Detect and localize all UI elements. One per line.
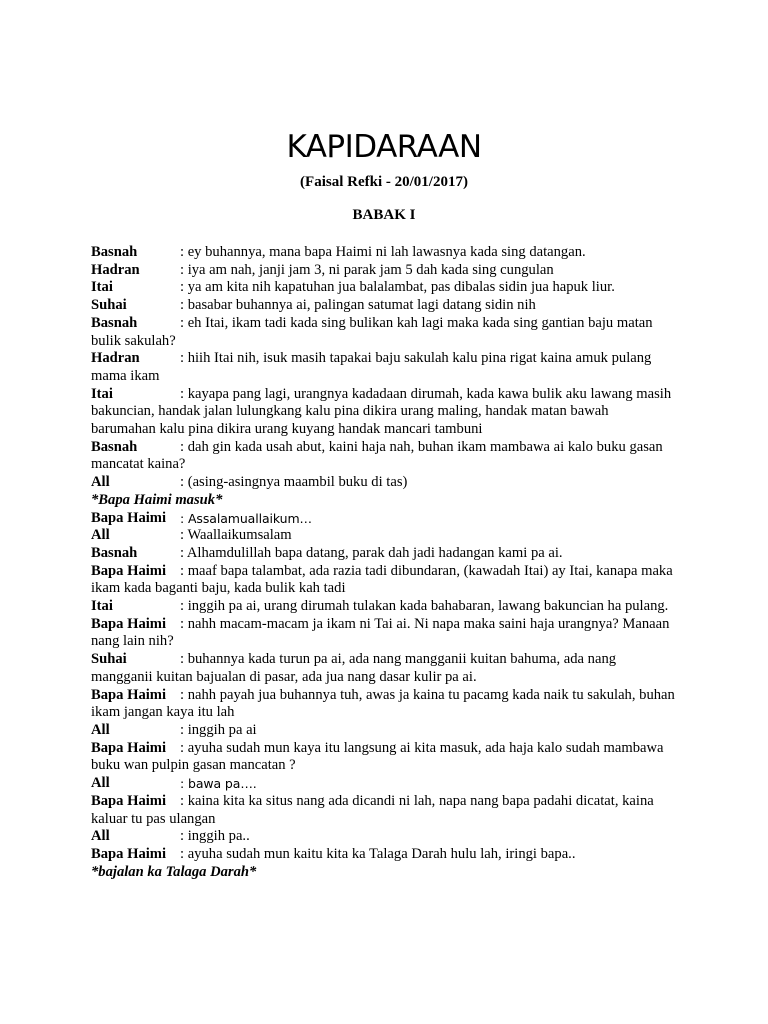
dialogue-line (91, 279, 676, 297)
speaker-name: All (91, 828, 110, 845)
dialogue-text: : ey buhannya, mana bapa Haimi ni lah lawasnya kada sing datangan. (180, 244, 586, 260)
dialogue-line (91, 350, 676, 385)
dialogue-line (91, 740, 676, 775)
speaker-name: Bapa Haimi (91, 615, 167, 632)
dialogue-line (91, 315, 676, 350)
dialogue-line (91, 846, 676, 864)
dialogue-line (91, 687, 676, 722)
dialogue-line (91, 474, 676, 492)
speaker-name: Bapa Haimi (91, 792, 167, 809)
speaker-name: Basnah (91, 544, 138, 561)
speaker-name: Bapa Haimi (91, 509, 167, 526)
dialogue-text: : inggih pa.. (180, 828, 250, 845)
dialogue-text: : Alhamdulillah bapa datang, parak dah jadi hadangan kami pa ai. (180, 544, 563, 561)
dialogue-line (91, 439, 676, 474)
speaker-name: Hadran (91, 261, 140, 278)
dialogue-line (91, 775, 676, 793)
dialogue-line (91, 297, 676, 315)
dialogue-line (91, 386, 676, 439)
speaker-name: All (91, 775, 110, 792)
speaker-name: Basnah (91, 438, 138, 455)
dialogue-text: : kaina kita ka situs nang ada dicandi ni lah, napa nang bapa padahi dicatat, kaina kaluar tu pas ulangan (91, 792, 654, 827)
speaker-name: Bapa Haimi (91, 562, 167, 579)
dialogue-line (91, 598, 676, 616)
dialogue-line (91, 244, 676, 262)
dialogue-line (91, 563, 676, 598)
dialogue-text: : (asing-asingnya maambil buku di tas) (180, 474, 408, 491)
speaker-name: All (91, 721, 110, 738)
dialogue-line (91, 793, 676, 828)
dialogue-line (91, 722, 676, 740)
dialogue-text: : kayapa pang lagi, urangnya kadadaan dirumah, kada kawa bulik aku lawang masih bakuncian, handak jalan lulungkang kalu pina dikira urang maling, handak matan bawah barumahan kalu pina dikira urang kuyang handak mancari tambuni (91, 385, 672, 438)
dialogue-text: : iya am nah, janji jam 3, ni parak jam 5 dah kada sing cungulan (180, 261, 554, 278)
dialogue-text: : maaf bapa talambat, ada razia tadi dibundaran, (kawadah Itai) ay Itai, kanapa maka ikam kada baganti baju, kada bulik kah tadi (91, 562, 673, 597)
dialogue-line (91, 510, 676, 528)
dialogue-text: : ayuha sudah mun kaya itu langsung ai kita masuk, ada haja kalo sudah mambawa buku wan pulpin gasan mancatan ? (91, 739, 664, 774)
dialogue-line (91, 651, 676, 686)
speaker-name: Itai (91, 279, 113, 296)
dialogue-text: : buhannya kada turun pa ai, ada nang mangganii kuitan bahuma, ada nang mangganii kuitan bajualan di pasar, ada jua nang dasar kulir pa ai. (91, 651, 617, 685)
dialogue-line (91, 616, 676, 651)
speaker-name: Basnah (91, 314, 138, 331)
speaker-name: Itai (91, 598, 113, 615)
dialogue-text: : inggih pa ai, urang dirumah tulakan kada bahabaran, lawang bakuncian ha pulang. (180, 598, 669, 615)
dialogue-text: : basabar buhannya ai, palingan satumat lagi datang sidin nih (180, 297, 536, 314)
stage-direction: *bajalan ka Talaga Darah* (91, 863, 257, 880)
speaker-name: Bapa Haimi (91, 686, 167, 703)
dialogue-text: : bawa pa…. (180, 776, 257, 792)
speaker-name: Bapa Haimi (91, 739, 167, 756)
dialogue-text: : Assalamuallaikum… (180, 510, 312, 526)
dialogue-text: : Waallaikumsalam (180, 527, 292, 544)
act-heading: BABAK I (352, 207, 416, 223)
speaker-name: Hadran (91, 350, 140, 367)
dialogue-line (91, 545, 676, 563)
speaker-name: Suhai (91, 297, 127, 314)
document-title: KAPIDARAAN (286, 129, 482, 165)
speaker-name: All (91, 474, 110, 491)
dialogue-text: : eh Itai, ikam tadi kada sing bulikan kah lagi maka kada sing gantian baju matan bulik sakulah? (91, 314, 653, 349)
dialogue-text: : ayuha sudah mun kaitu kita ka Talaga Darah hulu lah, iringi bapa.. (180, 845, 576, 862)
dialogue-line (91, 828, 676, 846)
speaker-name: Suhai (91, 651, 127, 668)
document-subtitle: (Faisal Refki - 20/01/2017) (300, 174, 468, 190)
dialogue-text: : nahh payah jua buhannya tuh, awas ja kaina tu pacamg kada naik tu sakulah, buhan ikam jangan kaya itu lah (91, 686, 675, 721)
dialogue-line (91, 527, 676, 545)
speaker-name: Bapa Haimi (91, 845, 167, 862)
script-body (91, 244, 676, 881)
stage-direction: *Bapa Haimi masuk* (91, 491, 223, 508)
dialogue-line (91, 262, 676, 280)
dialogue-text: : nahh macam-macam ja ikam ni Tai ai. Ni napa maka saini haja urangnya? Manaan nang lain nih? (91, 615, 670, 650)
speaker-name: Basnah (91, 244, 138, 260)
dialogue-text: : inggih pa ai (180, 721, 257, 738)
dialogue-text: : dah gin kada usah abut, kaini haja nah, buhan ikam mambawa ai kalo buku gasan mancatat kaina? (91, 438, 663, 473)
dialogue-text: : ya am kita nih kapatuhan jua balalambat, pas dibalas sidin jua hapuk liur. (180, 279, 615, 296)
dialogue-text: : hiih Itai nih, isuk masih tapakai baju sakulah kalu pina rigat kaina amuk pulang mama ikam (91, 350, 652, 384)
speaker-name: Itai (91, 385, 113, 402)
speaker-name: All (91, 527, 110, 544)
